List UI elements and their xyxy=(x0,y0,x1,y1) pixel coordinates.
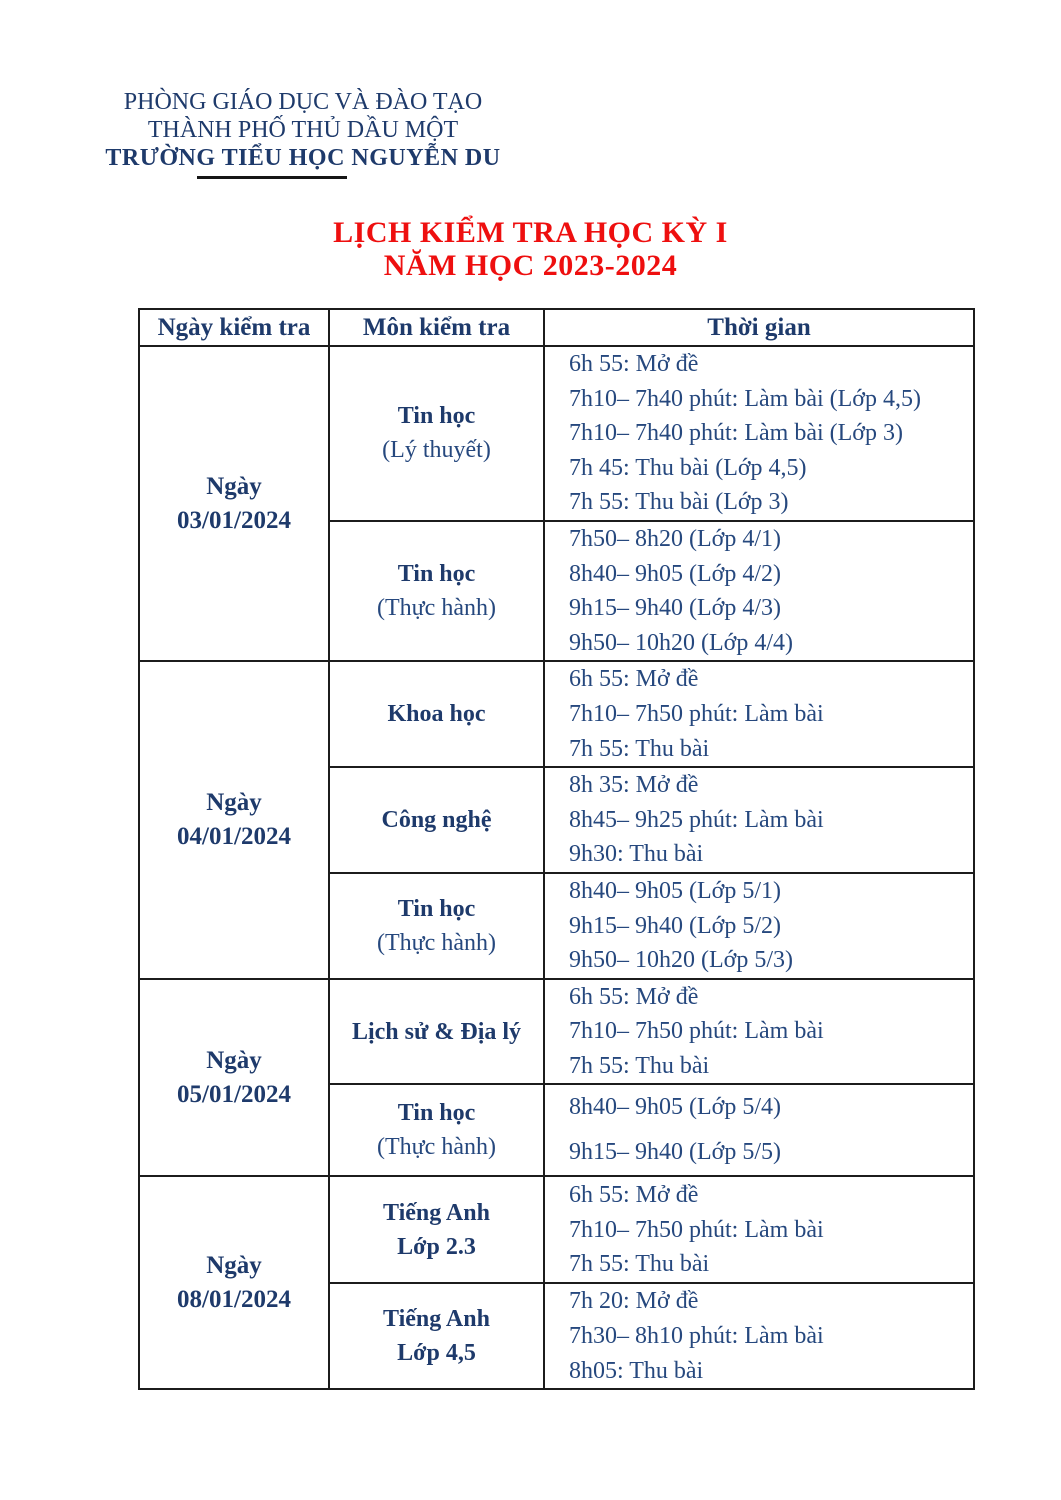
col-header-exam-subject: Môn kiểm tra xyxy=(329,309,544,346)
subject-cell xyxy=(329,1084,544,1176)
table-header-row xyxy=(139,309,974,346)
time-cell xyxy=(544,1084,974,1176)
subject-cell xyxy=(329,521,544,661)
time-line: 7h 55: Thu bài xyxy=(569,735,710,762)
time-line: 9h50– 10h20 (Lớp 4/4) xyxy=(569,629,794,656)
subject-detail: Lớp 2.3 xyxy=(397,1233,476,1260)
subject-name: Tiếng Anh xyxy=(383,1306,490,1333)
time-cell xyxy=(544,346,974,521)
time-line: 7h10– 7h40 phút: Làm bài (Lớp 4,5) xyxy=(569,385,921,412)
day-label: Ngày xyxy=(206,1251,262,1279)
letterhead-school: TRƯỜNG TIỂU HỌC NGUYỄN DU xyxy=(105,145,501,171)
day-date: 08/01/2024 xyxy=(177,1285,291,1313)
time-line: 7h10– 7h40 phút: Làm bài (Lớp 3) xyxy=(569,420,903,447)
table-row xyxy=(139,661,974,767)
col-header-exam-time: Thời gian xyxy=(544,309,974,346)
subject-name: Tin học xyxy=(397,403,476,430)
time-line: 6h 55: Mở đề xyxy=(569,351,699,377)
time-line: 7h50– 8h20 (Lớp 4/1) xyxy=(569,525,782,552)
subject-cell xyxy=(329,1176,544,1283)
subject-cell xyxy=(329,346,544,521)
document-title xyxy=(0,216,1061,282)
time-cell xyxy=(544,661,974,767)
time-line: 8h45– 9h25 phút: Làm bài xyxy=(569,806,824,833)
subject-cell xyxy=(329,661,544,767)
subject-name: Tin học xyxy=(397,1100,476,1127)
subject-detail: (Thực hành) xyxy=(377,1134,496,1161)
day-date: 04/01/2024 xyxy=(177,823,291,851)
time-line: 8h05: Thu bài xyxy=(569,1357,704,1384)
subject-detail: (Lý thuyết) xyxy=(382,437,491,464)
subject-detail: (Thực hành) xyxy=(377,595,496,622)
letterhead-rule xyxy=(197,176,347,179)
time-line: 7h 55: Thu bài xyxy=(569,1251,710,1278)
subject-cell xyxy=(329,979,544,1085)
time-line: 9h15– 9h40 (Lớp 5/2) xyxy=(569,912,782,939)
time-line: 7h10– 7h50 phút: Làm bài xyxy=(569,700,824,727)
time-line: 6h 55: Mở đề xyxy=(569,1182,699,1209)
time-line: 7h 55: Thu bài (Lớp 3) xyxy=(569,489,789,516)
letterhead-city: THÀNH PHỐ THỦ DẦU MỘT xyxy=(147,117,459,143)
day-cell xyxy=(139,661,329,978)
day-date: 03/01/2024 xyxy=(177,506,291,534)
time-line: 6h 55: Mở đề xyxy=(569,983,699,1010)
time-cell xyxy=(544,767,974,873)
col-header-exam-date: Ngày kiểm tra xyxy=(139,309,329,346)
day-cell xyxy=(139,346,329,661)
letterhead xyxy=(97,88,509,179)
time-line: 9h15– 9h40 (Lớp 5/5) xyxy=(569,1139,782,1166)
time-line: 6h 55: Mở đề xyxy=(569,666,699,693)
subject-name: Lịch sử & Địa lý xyxy=(351,1018,522,1045)
time-line: 7h10– 7h50 phút: Làm bài xyxy=(569,1216,824,1243)
subject-detail: (Thực hành) xyxy=(377,929,496,956)
table-row xyxy=(139,1176,974,1283)
day-cell xyxy=(139,979,329,1177)
table-row xyxy=(139,979,974,1085)
subject-cell xyxy=(329,1283,544,1389)
subject-cell xyxy=(329,873,544,979)
subject-name: Công nghệ xyxy=(381,807,492,834)
subject-detail: Lớp 4,5 xyxy=(397,1340,476,1367)
time-line: 7h30– 8h10 phút: Làm bài xyxy=(569,1323,824,1350)
day-label: Ngày xyxy=(206,789,262,817)
subject-name: Tiếng Anh xyxy=(383,1199,490,1226)
day-cell xyxy=(139,1176,329,1389)
time-line: 9h50– 10h20 (Lớp 5/3) xyxy=(569,947,794,974)
time-cell xyxy=(544,979,974,1085)
document-title-line2: NĂM HỌC 2023-2024 xyxy=(383,249,678,282)
subject-cell xyxy=(329,767,544,873)
time-line: 9h30: Thu bài xyxy=(569,841,704,868)
time-line: 8h40– 9h05 (Lớp 4/2) xyxy=(569,560,782,587)
time-line: 9h15– 9h40 (Lớp 4/3) xyxy=(569,595,782,622)
time-cell xyxy=(544,1283,974,1389)
time-cell xyxy=(544,1176,974,1283)
day-label: Ngày xyxy=(206,472,262,500)
time-line: 8h40– 9h05 (Lớp 5/4) xyxy=(569,1094,782,1121)
letterhead-department: PHÒNG GIÁO DỤC VÀ ĐÀO TẠO xyxy=(123,89,483,115)
time-line: 7h 55: Thu bài xyxy=(569,1052,710,1079)
exam-schedule-table xyxy=(138,308,975,1390)
time-line: 7h10– 7h50 phút: Làm bài xyxy=(569,1018,824,1045)
document-title-line1: LỊCH KIỂM TRA HỌC KỲ I xyxy=(333,216,728,249)
subject-name: Khoa học xyxy=(387,701,486,728)
time-cell xyxy=(544,521,974,661)
time-line: 8h40– 9h05 (Lớp 5/1) xyxy=(569,877,782,904)
table-row xyxy=(139,346,974,521)
day-label: Ngày xyxy=(206,1046,262,1074)
time-line: 8h 35: Mở đề xyxy=(569,772,699,799)
time-line: 7h 45: Thu bài (Lớp 4,5) xyxy=(569,454,807,481)
time-line: 7h 20: Mở đề xyxy=(569,1288,699,1315)
subject-name: Tin học xyxy=(397,561,476,588)
day-date: 05/01/2024 xyxy=(177,1080,291,1108)
subject-name: Tin học xyxy=(397,895,476,922)
time-cell xyxy=(544,873,974,979)
